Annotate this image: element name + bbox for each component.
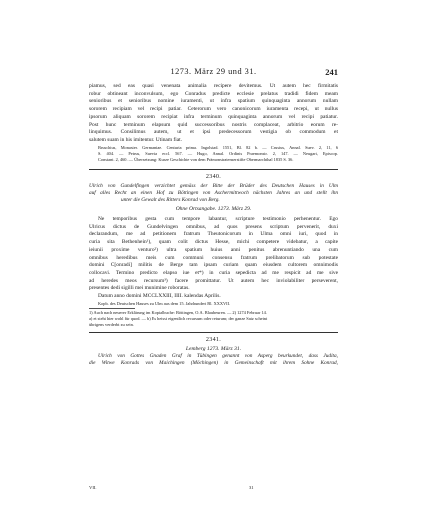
regest-line: Ulrich von Gundelfingen verzichtet gemäss der Bitte der Brüder des Deutschen Hauses in Ulm (89, 182, 338, 189)
source-line: Constant. 2, 460. — Übersetzung: Kurze Geschichte von dem Prämonstratenserstifte Obermarchthal 1835 S. 36. (98, 156, 294, 162)
regest-line: auf alles Recht an einen Hof zu Böttingen von Aschermittwoch nächsten Jahres an und stellt ihn (89, 190, 338, 197)
regest-2341 (89, 353, 338, 367)
text-line: Ulricus dictus de Gundelvingen omnibus, ad quos presens scriptum pervenerit, duxi (89, 223, 338, 230)
footnotes-2340 (89, 310, 338, 328)
text-line: omnibus heredibus meis cum communi consensu fratrum prelibatorum sub potestate (89, 254, 338, 261)
text-line: presentes dedi sigilli mei munimine roboratas. (89, 285, 190, 292)
text-line: declarandum, me ad petitionem fratrum Theutonicorum in Ulma omni iuri, quod in (89, 231, 338, 238)
text-line: ad heredes meos recursum³) facere promittatur. Ut autem hec inviolabiliter perseverent, (89, 277, 338, 284)
text-line: ipsorum aliquam sororem recipiat infra terminum quinquaginta annorum vel recipi patiatur. (89, 113, 338, 120)
text-line: salutem suam in his imitentur. Utinam fiat. (89, 136, 183, 143)
text-line: Post hunc terminum elapsum quid successoribus nostris complaceat, arbitrio eorum re- (89, 121, 338, 128)
footnote-line: 1) Auch nach neuerer Erklärung im Kopialbuche: Böttingen, O.A. Blaubeuren. — 2) 1274 Februar 14. (89, 310, 267, 316)
document-number-2340: 2340. (205, 173, 222, 180)
page-body (89, 83, 338, 367)
source-line: Bruschius, Monaster. Germaniae. Centuria prima. Ingolstad. 1551, Bl. 82 b. — Crusius, Annal. Suev. 2, 11, 6 (98, 144, 338, 150)
text-line: senioribus et senioribus nomine iuramenti, ut infra spatium quinquaginta annorum nullam (89, 98, 338, 105)
regest-line: Ulrich von Gottes Gnaden Graf in Tübingen genannt von Asperg beurkundet, dass Judita, (98, 353, 338, 360)
document-text-2340 (89, 216, 338, 301)
text-line: domini C[onradi] militis de Berge tam ipsam curiam quam eiusdem cultorem omnimodis (89, 262, 338, 269)
section-divider (89, 169, 338, 170)
running-head-date: 1273. März 29 und 31. (170, 67, 257, 76)
footnote-line: a) et steht hier wohl für quod. — b) Es heisst eigentlich recursum oder returum; der ganze Satz scheint (89, 316, 268, 322)
text-line: collocavi. Termino predicto elapso iue et*) in curia sepedicta ad me respicit ad me sive (89, 269, 338, 276)
printer-signature: 31 (249, 485, 254, 490)
footnote-divider (89, 308, 135, 309)
date-line-2340: Ohne Ortsangabe. 1273. März 29. (175, 206, 252, 213)
text-line: curia sita Bethenhein¹), quam colit dictus Hesse, michi competere videbatur, a capite (89, 239, 338, 246)
source-line: S. 404. — Petrus, Suevia eccl. 567. — Hugo, Annal. Ordinis Praemonstr. 2, 147. — Neugart, Episcop. (98, 150, 338, 156)
previous-document-sources (89, 145, 338, 163)
text-line: Ne temporibus gesta cum tempore labantur, scripture testimonio perhenentur. Ego (98, 216, 338, 223)
text-line: linquimus. Consilimus autem, ut et ipsi predecessorum vestigia ob commodum et (89, 129, 338, 136)
page-number: 241 (325, 67, 338, 77)
text-line: ieiunii proxime venturo²) ultra spatium huius anni penitus abrenuntiando una cum (89, 246, 338, 253)
previous-document-text (89, 83, 338, 145)
text-line: robur obtineant inconvulsum, ego Conradus predicte ecclesie prelatus tradidi fidem meam (89, 90, 338, 97)
regest-line: unter die Gewalt des Ritters Konrad von Berg. (121, 197, 220, 204)
document-number-2341: 2341. (205, 337, 222, 344)
source-2340 (89, 301, 338, 307)
regest-2340 (89, 183, 338, 205)
datum-line: Datum anno domini MCCLXXIII, IIII. kalendas Aprilis. (98, 293, 221, 300)
text-line: sororem recipiam vel recipi patiar. Ceterorum vero canonicorum iuramenta recepi, ut nullus (89, 106, 338, 113)
volume-number: VII. (89, 485, 97, 490)
footnote-line: übrigens verderbt zu sein. (89, 322, 134, 328)
regest-line: die Witwe Konrads von Maichingen (Möchingen) in Gemeinschaft mit ihrem Sohne Konrad, (89, 360, 338, 367)
date-line-2341: Lemberg 1273. März 31. (185, 346, 242, 353)
text-line: piamus, sed eas quasi venenata animalia recipere devitemus. Ut autem hec firmitatis (89, 83, 338, 89)
source-line: Kopb. des Deutschen Hauses zu Ulm aus dem 15. Jahrhundert Bl. XXXVII. (98, 300, 231, 306)
running-header (0, 67, 427, 81)
section-divider (89, 332, 338, 333)
